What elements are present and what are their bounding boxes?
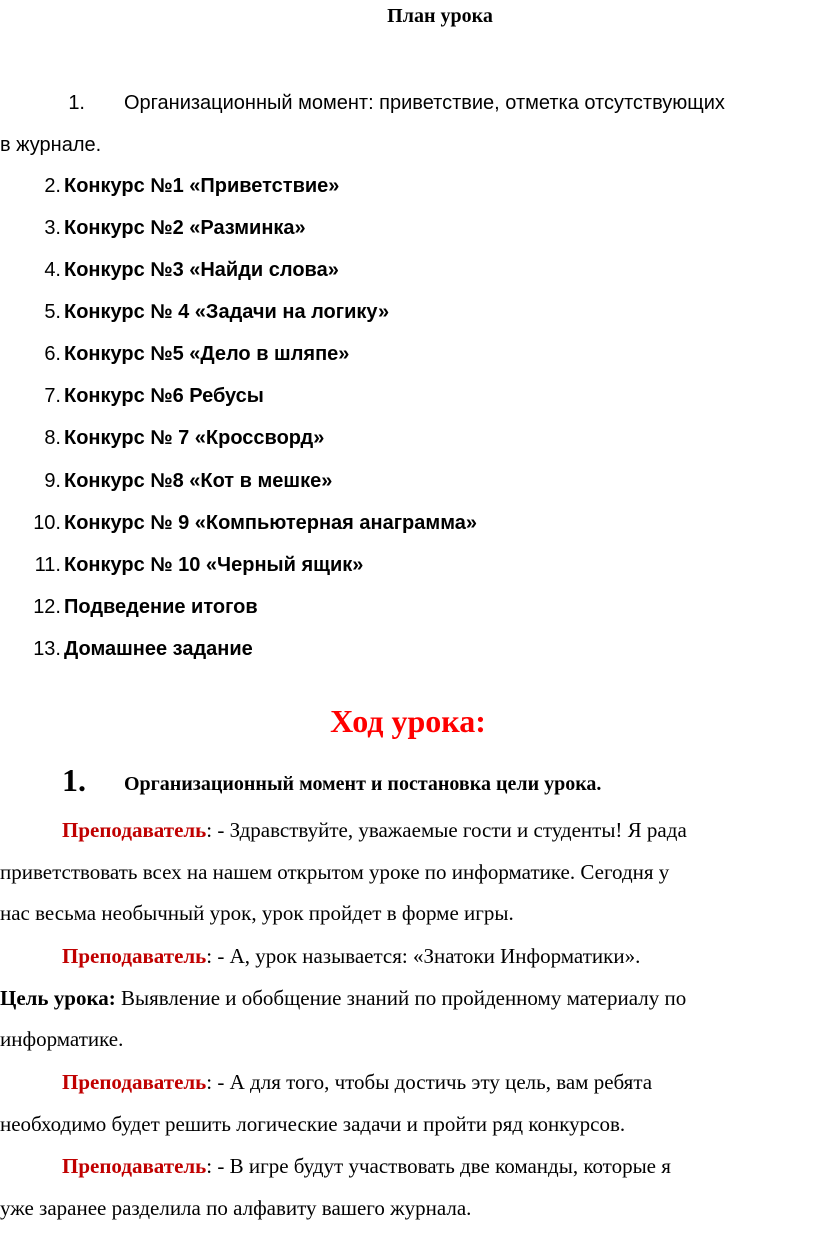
goal-line-2: информатике. <box>0 1027 124 1051</box>
plan-item-number: 6. <box>44 343 61 365</box>
plan-item-number: 12. <box>33 596 61 618</box>
plan-item-text: Конкурс №3 «Найди слова» <box>64 259 339 281</box>
paragraph-4-line-1 <box>62 1152 671 1180</box>
speaker-label: Преподаватель <box>62 818 207 842</box>
plan-item-text: Конкурс № 10 «Черный ящик» <box>64 554 364 576</box>
plan-item-number: 13. <box>33 638 61 660</box>
plan-title: План урока <box>387 5 493 27</box>
speech-text: : - Здравствуйте, уважаемые гости и студенты! Я рада <box>206 818 687 842</box>
plan-item-text: Конкурс №1 «Приветствие» <box>64 175 340 197</box>
speech-text: : - В игре будут участвовать две команды, которые я <box>206 1154 671 1178</box>
plan-item-text: Конкурс № 7 «Кроссворд» <box>64 427 325 449</box>
paragraph-3-line-1 <box>62 1068 652 1096</box>
plan-item-number: 7. <box>44 385 61 407</box>
lesson-title: Ход урока: <box>330 703 486 739</box>
paragraph-2-line-1 <box>62 942 640 970</box>
section-title: Организационный момент и постановка цели урока. <box>124 773 602 795</box>
paragraph-1-line-3: нас весьма необычный урок, урок пройдет в форме игры. <box>0 901 514 925</box>
plan-item-text: Домашнее задание <box>64 638 253 660</box>
goal-text: Выявление и обобщение знаний по пройденному материалу по <box>115 986 687 1010</box>
plan-item-number: 1. <box>68 92 85 114</box>
plan-item-number: 8. <box>44 427 61 449</box>
plan-item-number: 10. <box>33 512 61 534</box>
plan-item-text: Конкурс №8 «Кот в мешке» <box>64 470 333 492</box>
plan-item-text: Конкурс №2 «Разминка» <box>64 217 306 239</box>
plan-item-text: Подведение итогов <box>64 596 258 618</box>
goal-line-1 <box>0 984 686 1012</box>
speech-text: : - А для того, чтобы достичь эту цель, вам ребята <box>206 1070 653 1094</box>
plan-item-number: 2. <box>44 175 61 197</box>
plan-item-number: 5. <box>44 301 61 323</box>
speech-text: : - А, урок называется: «Знатоки Информатики». <box>206 944 641 968</box>
plan-item-text: Конкурс №5 «Дело в шляпе» <box>64 343 350 365</box>
plan-item-text: Конкурс № 9 «Компьютерная анаграмма» <box>64 512 477 534</box>
paragraph-1-line-1 <box>62 816 687 844</box>
plan-item-number: 3. <box>44 217 61 239</box>
plan-item-text: Конкурс № 4 «Задачи на логику» <box>64 301 390 323</box>
speaker-label: Преподаватель <box>62 1154 207 1178</box>
plan-item-text: Конкурс №6 Ребусы <box>64 385 264 407</box>
section-number: 1. <box>62 762 86 798</box>
paragraph-3-line-2: необходимо будет решить логические задачи и пройти ряд конкурсов. <box>0 1112 626 1136</box>
goal-label: Цель урока: <box>0 986 116 1010</box>
plan-item-1-continuation: в журнале. <box>0 134 102 156</box>
plan-item-text: Организационный момент: приветствие, отметка отсутствующих <box>124 92 725 114</box>
paragraph-4-line-2: уже заранее разделила по алфавиту вашего журнала. <box>0 1196 472 1220</box>
plan-item-number: 9. <box>44 470 61 492</box>
plan-item-number: 11. <box>34 554 61 576</box>
speaker-label: Преподаватель <box>62 944 207 968</box>
plan-item-number: 4. <box>44 259 61 281</box>
paragraph-1-line-2: приветствовать всех на нашем открытом уроке по информатике. Сегодня у <box>0 860 670 884</box>
speaker-label: Преподаватель <box>62 1070 207 1094</box>
